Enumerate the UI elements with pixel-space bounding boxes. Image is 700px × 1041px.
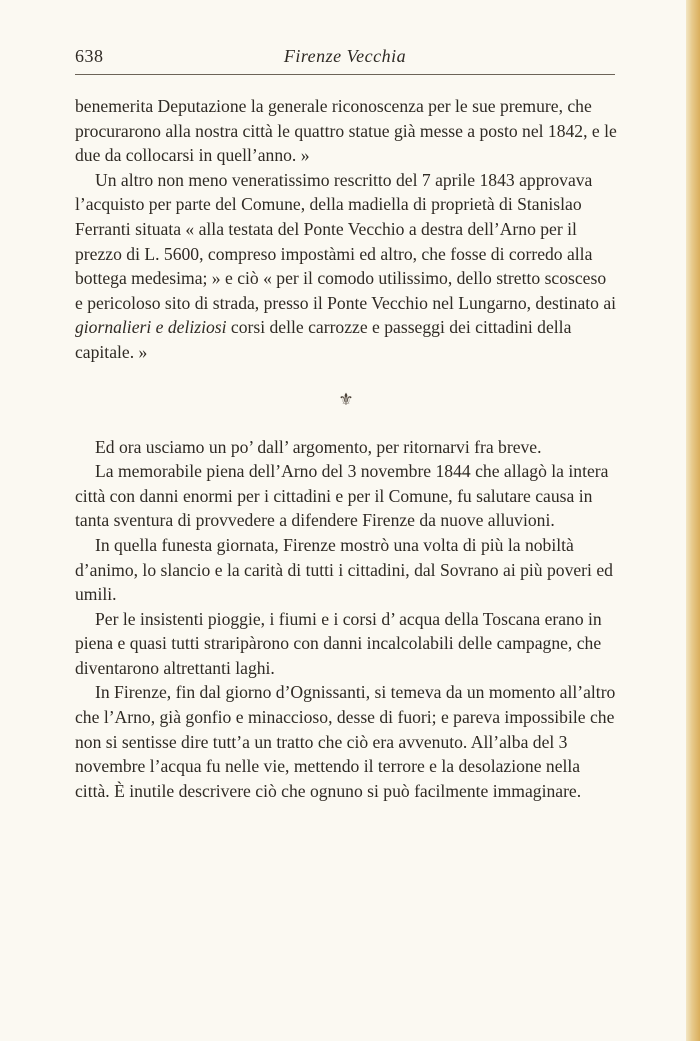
paragraph-text: Un altro non meno veneratissimo rescritto del 7 aprile 1843 approvava l’acquisto per parte del Comune, della madiella di proprietà di Stanislao Ferranti situata « alla testata del Ponte Vecchio a destra dell’Arno per il prezzo di L. 5600, compreso impostàmi ed altro, che fosse di corredo alla bottega medesima; » e ciò « per il comodo utilissimo, dello stretto scosceso e pericoloso sito di strada, presso il Ponte Vecchio nel Lungarno, destinato ai bbox=[75, 169, 617, 313]
paragraph: Ed ora usciamo un po’ dall’ argomento, per ritornarvi fra breve. bbox=[95, 436, 542, 457]
header-rule bbox=[75, 74, 615, 75]
paragraph: La memorabile piena dell’Arno del 3 novembre 1844 che allagò la intera città con danni enormi per i cittadini e per il Comune, fu salutare causa in tanta sventura di provvedere a difendere Firenze da nuove alluvioni. bbox=[75, 461, 609, 531]
page-number: 638 bbox=[75, 46, 104, 66]
fleuron-ornament-icon: ⚜ bbox=[338, 389, 354, 409]
paragraph: In quella funesta giornata, Firenze mostrò una volta di più la nobiltà d’animo, lo slancio e la carità di tutti i cittadini, dal Sovrano ai più poveri ed umili. bbox=[75, 534, 613, 605]
page-header bbox=[75, 46, 615, 74]
paragraph: In Firenze, fin dal giorno d’Ognissanti, si temeva da un momento all’altro che l’Arno, già gonfio e minaccioso, desse di fuori; e pareva impossibile che non si sentisse dire tutt’a un tratto che ciò era avvenuto. All’alba del 3 novembre l’acqua fu nelle vie, mettendo il terrore e la desolazione nella città. È inutile descrivere ciò che ognuno si può facilmente immaginare. bbox=[75, 682, 616, 801]
paragraph: benemerita Deputazione la generale riconoscenza per le sue premure, che procurarono alla nostra città le quattro statue già messe a posto nel 1842, e le due da collocarsi in quell’anno. » bbox=[75, 96, 617, 166]
running-title: Firenze Vecchia bbox=[283, 46, 407, 66]
italic-phrase: giornalieri e deliziosi bbox=[75, 317, 227, 338]
paragraph-text: corsi delle carrozze e passeggi dei cittadini della capitale. » bbox=[75, 317, 572, 362]
paragraph bbox=[75, 168, 617, 365]
paragraph: Per le insistenti pioggie, i fiumi e i corsi d’ acqua della Toscana erano in piena e quasi tutti straripàrono con danni incalcolabili delle campagne, che diventarono altrettanti laghi. bbox=[75, 608, 602, 678]
page-edge bbox=[686, 0, 700, 1041]
body-text bbox=[75, 94, 617, 803]
